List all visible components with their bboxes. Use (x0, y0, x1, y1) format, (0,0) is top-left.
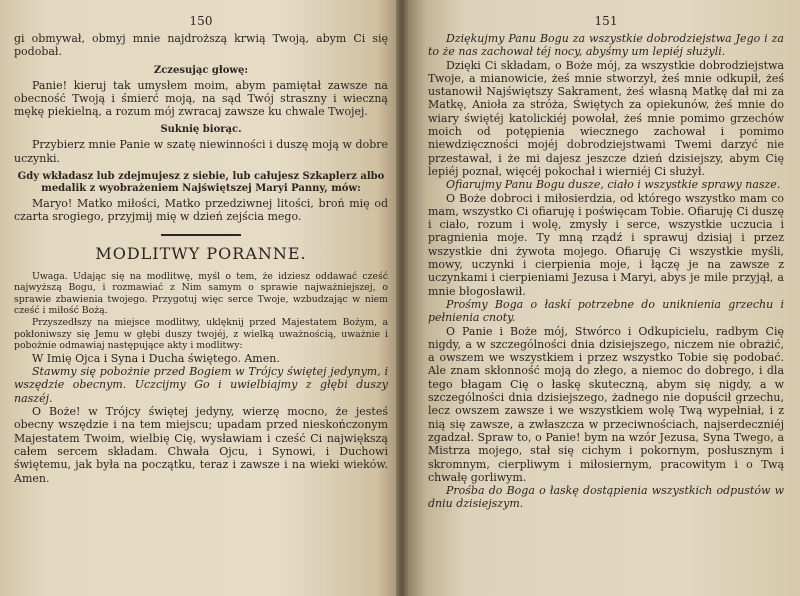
section-heading: Suknię biorąc. (160, 124, 242, 136)
paragraph: Panie! kieruj tak umysłem moim, abym pamiętał zawsze na obecność Twoją i śmierć moją, na sąd Twój straszny i wieczną mękę piekielną, a rozum mój zwracaj zawsze ku chwale Twojej. (14, 78, 388, 119)
paragraph: W Imię Ojca i Syna i Ducha świętego. Amen. (32, 351, 280, 365)
note-paragraph: Przyszedłszy na miejsce modlitwy, uklęknij przed Majestatem Bożym, a pokłoniwszy się Jemu w głębi duszy twojéj, z wielką uważnością, uważnie i pobożnie odmawiaj następujące akty i modlitwy: (14, 317, 388, 352)
paragraph: gi obmywał, obmyj mnie najdroższą krwią Twoją, abym Ci się podobał. (14, 32, 388, 59)
paragraph: O Boże! w Trójcy świętej jedyny, wierzę mocno, że jesteś obecny wszędzie i na tem miejscu; upadam przed nieskończonym Majestatem Twoim, wielbię Cię, wysławiam i cześć Ci największą całem sercem składam. Chwała Ojcu, i Synowi, i Duchowi świętemu, jak była na początku, teraz i zawsze i na wieki wieków. Amen. (14, 405, 388, 485)
page-number-left: 150 (189, 14, 213, 28)
italic-instruction: Prośba do Boga o łaskę dostąpienia wszystkich odpustów w dniu dzisiejszym. (428, 484, 784, 511)
note-paragraph: Uwaga. Udając się na modlitwę, myśl o tem, że idziesz oddawać cześć najwyższą Bogu, i rozmawiać z Nim samym o sprawie najważniejszej, o sprawie zbawienia twojego. Przygotuj więc serce Twoje, wzbudzając w niem cześć i miłość Bożą. (14, 270, 388, 317)
paragraph: Dzięki Ci składam, o Boże mój, za wszystkie dobrodziejstwa Twoje, a mianowicie, żeś mnie stworzył, żeś mnie odkupił, żeś ustanowił Najświętszy Sakrament, żeś własną Matkę dał mi za Matkę, Anioła za stróża, Świętych za opiekunów, żeś mnie do wiary świętéj katolickiéj powołał, żeś mnie pomimo grzechów moich od potępienia wiecznego zachował i pomimo niewdzięczności mojéj dobrodziejstwami Twemi darzyć nie przestawał, i że mi dajesz jeszcze dzień dzisiejszy, abym Cię lepiéj poznał, więcéj pokochał i wierniéj Ci służył. (428, 58, 784, 178)
book-gutter (396, 0, 408, 596)
italic-instruction: Stawmy się pobożnie przed Bogiem w Trójcy świętej jedynym, i wszędzie obecnym. Uczcijmy Go i uwielbiajmy z głębi duszy naszéj. (14, 365, 388, 405)
paragraph: Przybierz mnie Panie w szatę niewinności i duszę moją w dobre uczynki. (14, 138, 388, 165)
right-page (402, 0, 800, 596)
paragraph: Maryo! Matko miłości, Matko przedziwnej litości, broń mię od czarta srogiego, przyjmij mię w dzień zejścia mego. (14, 197, 388, 224)
italic-instruction: Prośmy Boga o łaskí potrzebne do uniknienia grzechu i pełnienia cnoty. (428, 297, 784, 325)
paragraph: O Panie i Boże mój, Stwórco i Odkupicielu, radbym Cię nigdy, a w szczególności dnia dzisiejszego, niczem nie obrażić, a owszem we wszystkiem i przez wszystko Tobie się podobać. Ale znam skłonność moją do złego, a niemoc do dobrego, i dla tego błagam Cię o łaskę skuteczną, abym się nigdy, a w szczególności dnia dzisiejszego, żadnego nie dopuścił grzechu, lecz owszem zawsze i we wszystkiem wolę Twą wypełniał, i z nią się zawsze, a zwłaszcza w przeciwnościach, najserdeczniéj zgadzał. Spraw to, o Panie! bym na wzór Jezusa, Syna Twego, a Mistrza mojego, stał się cichym i pokornym, posłusznym i skromnym, cierpliwym i miłosiernym, pracowitym i o Twą chwałę gorliwym. (428, 324, 784, 484)
italic-instruction: Ofiarujmy Panu Bogu dusze, ciało i wszystkie sprawy nasze. (446, 178, 781, 192)
section-heading: Gdy wkładasz lub zdejmujesz z siebie, lub całujesz Szkaplerz albo medalik z wyobrażeniem Najświętszej Maryi Panny, mów: (17, 171, 385, 195)
chapter-title: MODLITWY PORANNE. (95, 243, 307, 263)
paragraph: O Boże dobroci i miłosierdzia, od którego wszystko mam co mam, wszystko Ci ofiaruję i poświęcam Tobie. Ofiaruję Ci duszę i ciało, rozum i wolę, zmysły i serce, wszystkie uczucia i pragnienia moje. Ty mną rządź i sprawuj dzisiaj i przez wszystkie dni żywota mojego. Ofiaruję Ci wszystkie myśli, mowy, uczynki i cierpienia moje, i łączę je na zawsze z uczynkami i cierpieniami Jezusa i Maryi, abys je mile przyjął, a mnie błogosławił. (428, 191, 784, 298)
italic-instruction: Dziękujmy Panu Bogu za wszystkie dobrodziejstwa Jego i za to że nas zachował téj nocy, abyśmy um lepiéj służyli. (428, 32, 784, 59)
page-number-right: 151 (594, 14, 618, 28)
section-heading: Zczesując głowę: (153, 64, 249, 76)
divider-rule (161, 234, 241, 236)
